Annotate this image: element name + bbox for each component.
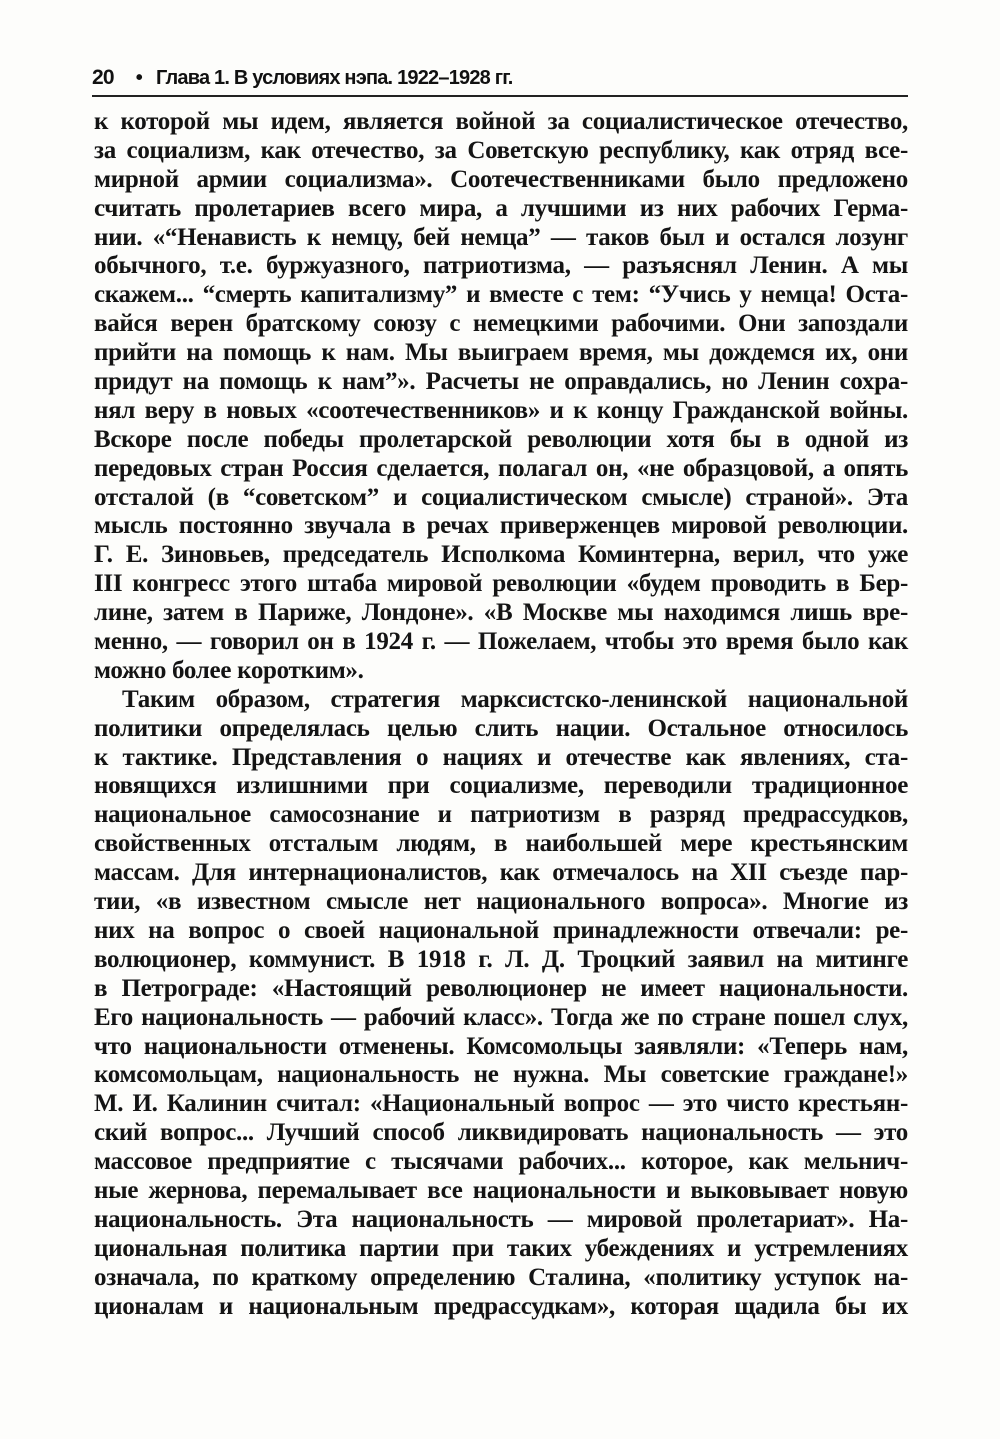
text-line: циональная политика партии при таких убеждениях и устремлениях	[94, 1234, 908, 1262]
text-line: считать пролетариев всего мира, а лучшими из них рабочих Герма-	[94, 194, 908, 222]
text-line: Г. Е. Зиновьев, председатель Исполкома Коминтерна, верил, что уже	[94, 541, 908, 569]
text-line: М. И. Калинин считал: «Национальный вопрос — это чисто крестьян-	[94, 1090, 908, 1118]
text-line: национальное самосознание и патриотизм в разряд предрассудков,	[94, 801, 908, 829]
text-line: III конгресс этого штаба мировой революции «будем проводить в Бер-	[94, 570, 908, 598]
text-line: массам. Для интернационалистов, как отмечалось на XII съезде пар-	[94, 859, 908, 887]
text-line: Таким образом, стратегия марксистско-ленинской национальной	[122, 685, 908, 713]
text-line: мысль постоянно звучала в речах приверженцев мировой революции.	[94, 512, 908, 540]
text-line: нял веру в новых «соотечественников» и к концу Гражданской войны.	[94, 396, 908, 424]
chapter-title: Глава 1. В условиях нэпа. 1922–1928 гг.	[155, 67, 513, 89]
text-line: тии, «в известном смысле нет национального вопроса». Многие из	[94, 888, 908, 916]
text-line: обычного, т.е. буржуазного, патриотизма, — разъяснял Ленин. А мы	[94, 252, 908, 280]
page-number: 20	[92, 66, 114, 89]
text-line: означала, по краткому определению Сталина, «политику уступок на-	[94, 1263, 908, 1291]
text-line: Вскоре после победы пролетарской революции хотя бы в одной из	[94, 425, 908, 453]
text-line: политики определялась целью слить нации. Остальное относилось	[94, 714, 908, 742]
text-line: отсталой (в “советском” и социалистическом смысле) страной». Эта	[94, 483, 908, 511]
text-line: к которой мы идем, является войной за социалистическое отечество,	[94, 108, 908, 135]
text-line: массовое предприятие с тысячами рабочих... которое, как мельнич-	[94, 1148, 908, 1176]
text-line: свойственных отсталым людям, в наибольшей мере крестьянским	[94, 830, 908, 858]
text-line: передовых стран Россия сделается, полагал он, «не образцовой, а опять	[94, 454, 908, 482]
text-line: нии. «“Ненависть к немцу, бей немца” — таков был и остался лозунг	[94, 223, 908, 251]
text-line: них на вопрос о своей национальной принадлежности отвечали: ре-	[94, 916, 908, 944]
bullet-separator: •	[135, 67, 142, 89]
text-line: что национальности отменены. Комсомольцы заявляли: «Теперь нам,	[94, 1032, 908, 1060]
paragraph-1	[94, 108, 908, 686]
header-rule	[92, 95, 908, 97]
text-line: ский вопрос... Лучший способ ликвидировать национальность — это	[94, 1119, 908, 1147]
text-line: лине, затем в Париже, Лондоне». «В Москве мы находимся лишь вре-	[94, 599, 908, 627]
running-head	[92, 64, 908, 92]
text-line: к тактике. Представления о нациях и отечестве как явлениях, ста-	[94, 743, 908, 771]
body-text	[94, 108, 908, 1321]
text-line: комсомольцам, национальность не нужна. Мы советские граждане!»	[94, 1061, 908, 1089]
text-line: менно, — говорил он в 1924 г. — Пожелаем, чтобы это время было как	[94, 628, 908, 656]
text-line: вайся верен братскому союзу с немецкими рабочими. Они запоздали	[94, 310, 908, 338]
text-line: новящихся излишними при социализме, переводили традиционное	[94, 772, 908, 800]
text-line: в Петрограде: «Настоящий революционер не имеет национальности.	[94, 974, 908, 1002]
text-line: Его национальность — рабочий класс». Тогда же по стране пошел слух,	[94, 1003, 908, 1031]
text-line: ционалам и национальным предрассудкам», которая щадила бы их	[94, 1292, 908, 1320]
text-line: мирной армии социализма». Соотечественниками было предложено	[94, 165, 908, 193]
text-line: скажем... “смерть капитализму” и вместе с тем: “Учись у немца! Оста-	[94, 281, 908, 309]
text-line: за социализм, как отечество, за Советскую республику, как отряд все-	[94, 136, 908, 164]
text-line: национальность. Эта национальность — мировой пролетариат». На-	[94, 1205, 908, 1233]
text-line: придут на помощь к нам”». Расчеты не оправдались, но Ленин сохра-	[94, 368, 908, 396]
text-line: ные жернова, перемалывает все национальности и выковывает новую	[94, 1176, 908, 1204]
text-line: прийти на помощь к нам. Мы выиграем время, мы дождемся их, они	[94, 339, 908, 367]
paragraph-2	[94, 686, 908, 1322]
text-line: можно более коротким».	[94, 656, 364, 684]
text-line: волюционер, коммунист. В 1918 г. Л. Д. Троцкий заявил на митинге	[94, 945, 908, 973]
